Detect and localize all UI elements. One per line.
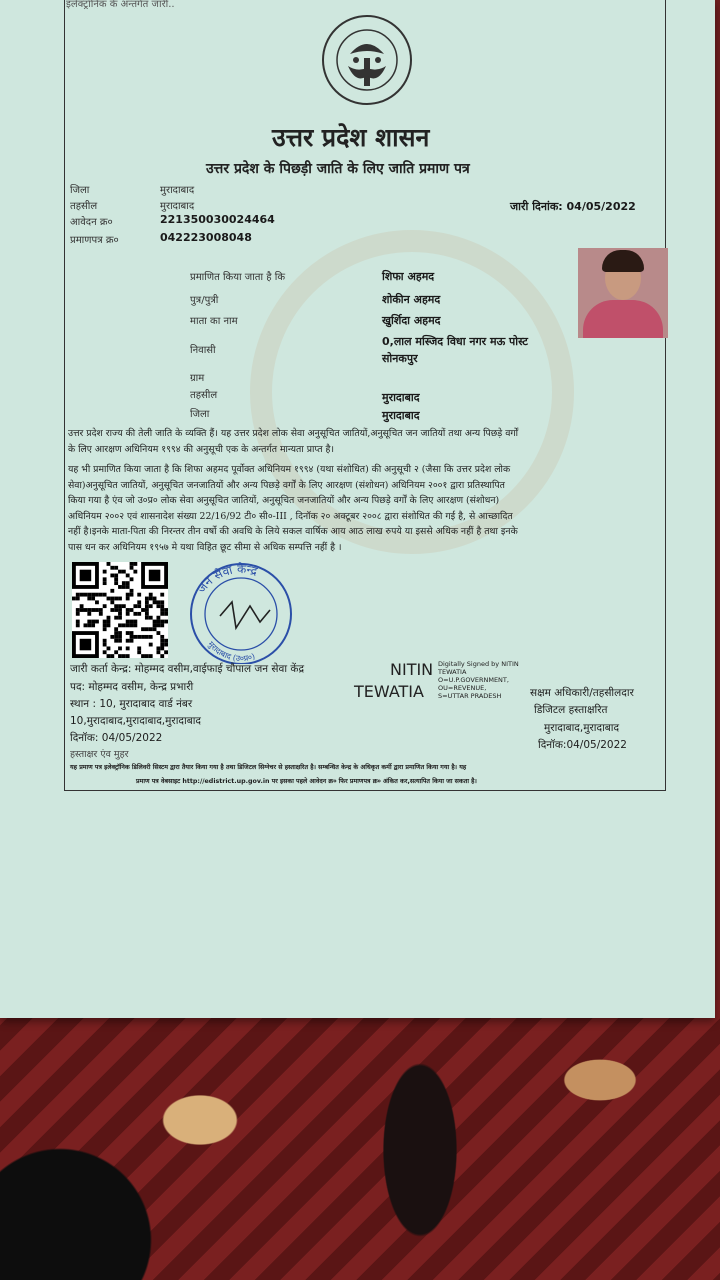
resident-address-1: 0,लाल मस्जिद विधा नगर मऊ पोस्ट	[382, 335, 528, 348]
page-title: उत्तर प्रदेश शासन	[272, 123, 430, 152]
paragraph-line: पास धन कर अधिनियम १९५७ मे यथा विहित छूट सीमा से अधिक सम्पत्ति नहीं है ।	[68, 541, 342, 553]
application-label: आवेदन क्र०	[70, 217, 113, 228]
meta-tehsil-label: तहसील	[70, 201, 98, 212]
issuer-post: पद: मोहम्मद वसीम, केन्द्र प्रभारी	[70, 681, 194, 693]
parent-label: पुत्र/पुत्री	[190, 295, 219, 306]
footer-line-2: प्रमाण पत्र वेबसाइट http://edistrict.up.gov.in पर इसका पहले आवेदन क्र० फिर प्रमाणपत्र क्र० अंकित कर,सत्यापित किया जा सकता है।	[136, 778, 477, 785]
stamp-bottom-text: मुरादाबाद (उ०प्र०)	[206, 639, 257, 664]
svg-text:मुरादाबाद (उ०प्र०)	[205, 640, 256, 663]
meta-tehsil-value: मुरादाबाद	[160, 201, 195, 212]
sign-and-seal-label: हस्ताक्षर एंव मुहर	[70, 749, 129, 760]
stamp-top-text: जन सेवा केन्द्र	[194, 561, 259, 596]
authority-digital-signed: डिजिटल हस्ताक्षरित	[534, 704, 608, 716]
paragraph-line: अधिनियम २००२ एवं शासनादेश संख्या 22/16/92 टी० सी०-III , दिनॉक २० अक्टूबर २००८ द्वारा संशोधित की गई है, से आच्छादित	[68, 510, 513, 522]
meta-district-label: जिला	[70, 185, 90, 196]
paragraph-line: किया गया है एंव जो उ०प्र० लोक सेवा अनुसूचित जातियों, अनुसूचित जनजातियों और अन्य पिछड़े वर्गों के लिए आरक्षण (संशोधन)	[68, 495, 500, 507]
footer-line-1: यह प्रमाण पत्र इलेक्ट्रॉनिक डिलिवरी सिस्टम द्वारा तैयार किया गया है तथा डिजिटल सिग्नेचर से हस्ताक्षरित है। सम्बन्धित केन्द्र के अधिकृत कर्मी द्वारा प्रमाणित किया गया है। यह	[70, 764, 467, 771]
issue-date: जारी दिनांक: 04/05/2022	[510, 200, 636, 213]
caste-paragraph	[68, 426, 658, 457]
authority-place: मुरादाबाद,मुरादाबाद	[544, 722, 620, 734]
signature-detail-line: S=UTTAR PRADESH	[438, 692, 502, 700]
mother-name: खुर्शिदा अहमद	[382, 314, 441, 327]
income-paragraph	[68, 462, 658, 556]
issuer-place: स्थान : 10, मुरादाबाद वार्ड नंबर	[70, 698, 193, 710]
signer-name-2: TEWATIA	[354, 682, 424, 701]
signer-name-1: NITIN	[390, 660, 434, 679]
resident-label: निवासी	[190, 345, 216, 356]
certified-label: प्रमाणित किया जाता है कि	[190, 272, 286, 283]
details-tehsil-value: मुरादाबाद	[382, 391, 420, 404]
page-subtitle: उत्तर प्रदेश के पिछड़ी जाति के लिए जाति प्रमाण पत्र	[206, 161, 470, 177]
signature-detail-line: Digitally Signed by NITIN	[438, 660, 519, 668]
signature-detail-line: O=U.P.GOVERNMENT,	[438, 676, 509, 684]
meta-district-value: मुरादाबाद	[160, 185, 195, 196]
handwritten-signature	[220, 602, 270, 628]
paragraph-line: सेवा)अनुसूचित जातियों, अनुसूचित जनजातियों और अन्य पिछड़े वर्गों के लिए आरक्षण (संशोधन) अधिनियम २००१ द्वारा प्रतिस्थापित	[68, 479, 505, 491]
application-number: 221350030024464	[160, 213, 275, 226]
top-strip-text: इलेक्ट्रॉनिक के अन्तर्गत जारी..	[66, 0, 175, 10]
details-district-label: जिला	[190, 409, 210, 420]
resident-address-2: सोनकपुर	[382, 352, 418, 365]
issuer-address: 10,मुरादाबाद,मुरादाबाद,मुरादाबाद	[70, 715, 202, 727]
authority-title: सक्षम अधिकारी/तहसीलदार	[530, 687, 634, 699]
signature-details	[438, 660, 519, 700]
jan-seva-kendra-stamp	[180, 558, 302, 664]
signature-detail-line: TEWATIA	[438, 668, 467, 676]
applicant-name: शिफा अहमद	[382, 270, 435, 283]
certificate-label: प्रमाणपत्र क्र०	[70, 235, 119, 246]
paragraph-line: नहीं है।इनके माता-पिता की निरन्तर तीन वर्षो की अवधि के लिये सकल वार्षिक आय आठ लाख रुपये या इससे अधिक नहीं है तथा इनके	[68, 526, 518, 538]
qr-code	[72, 562, 168, 658]
up-government-emblem	[320, 14, 414, 106]
village-label: ग्राम	[190, 373, 205, 384]
details-district-value: मुरादाबाद	[382, 409, 420, 422]
issuer-center: जारी कर्ता केन्द्र: मोहम्मद वसीम,वाईफाई चौपाल जन सेवा केंद्र	[70, 663, 305, 675]
paragraph-line: उत्तर प्रदेश राज्य की तेली जाति के व्यक्ति हैं। यह उत्तर प्रदेश लोक सेवा अनुसूचित जातियों,अनुसूचित जन जातियों तथा अन्य पिछड़े वर्गों	[68, 428, 519, 439]
details-tehsil-label: तहसील	[190, 390, 218, 401]
authority-date: दिनॉक:04/05/2022	[538, 739, 627, 751]
signature-detail-line: OU=REVENUE,	[438, 684, 487, 692]
paragraph-line: यह भी प्रमाणित किया जाता है कि शिफा अहमद पूर्वोक्त अधिनियम १९९४ (यथा संशोधित) की अनुसूची २ (जैसा कि उत्तर प्रदेश लोक	[68, 464, 511, 475]
mother-label: माता का नाम	[190, 316, 238, 327]
paragraph-line: के लिए आरक्षण अधिनियम १९९४ की अनुसूची एक के अन्तर्गत मान्यता प्राप्त है।	[68, 443, 334, 455]
applicant-photo	[578, 248, 668, 338]
certificate-number: 042223008048	[160, 231, 252, 244]
issuer-date: दिनॉक: 04/05/2022	[70, 732, 163, 744]
fabric-background	[0, 1000, 720, 1280]
parent-name: शोकीन अहमद	[382, 293, 441, 306]
